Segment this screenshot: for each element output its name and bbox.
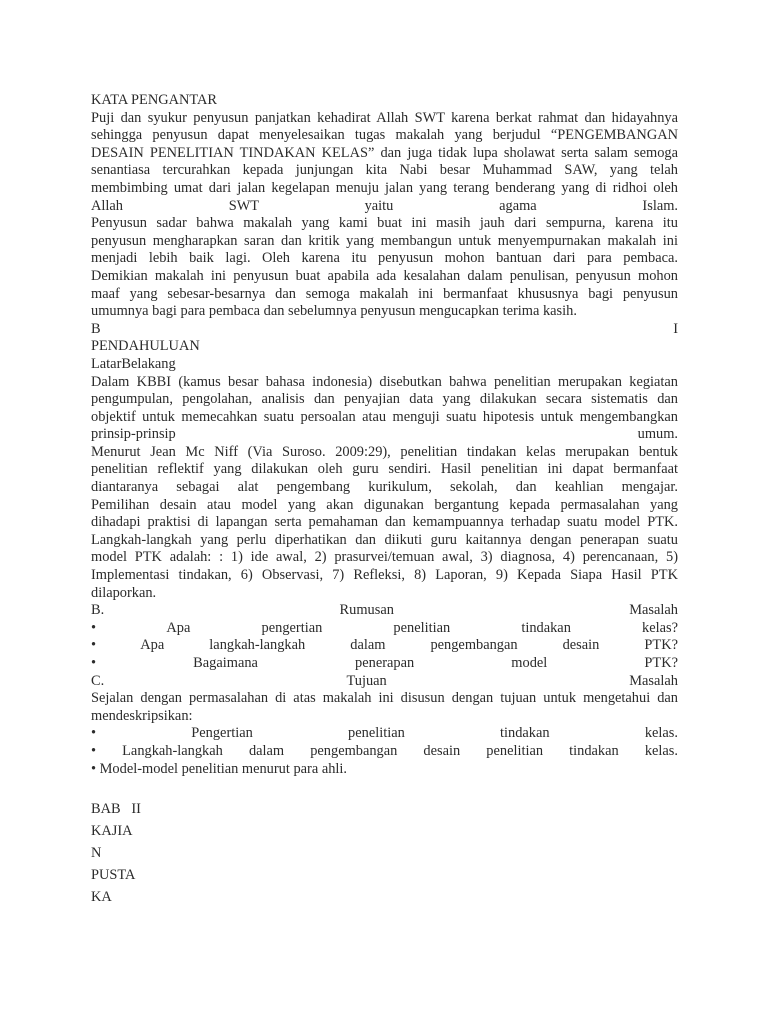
text-line: Penyusun sadar bahwa makalah yang kami buat ini masih jauh dari sempurna, karena itu (91, 215, 678, 232)
text-line: sehingga penyusun dapat menyelesaikan tugas makalah yang berjudul “PENGEMBANGAN (91, 127, 678, 144)
text-line: B I (91, 320, 678, 337)
text-line: membimbing umat dari jalan kegelapan menuju jalan yang terang benderang yang di ridhoi oleh (91, 179, 678, 196)
text-line: B. Rumusan Masalah (91, 602, 678, 619)
chapter-heading-line: N (91, 845, 102, 862)
text-line: mendeskripsikan: (91, 707, 193, 724)
text-line: • Bagaimana penerapan model PTK? (91, 655, 678, 671)
text-line: • Apa pengertian penelitian tindakan kelas? (91, 619, 678, 636)
document-body (91, 110, 678, 779)
text-line: Langkah-langkah yang perlu diperhatikan dan diikuti guru kaitannya dengan penerapan suatu (91, 531, 678, 548)
text-line: Sejalan dengan permasalahan di atas makalah ini disusun dengan tujuan untuk mengetahui dan (91, 690, 678, 707)
chapter-heading-line: KAJIA (91, 823, 133, 840)
text-line: Allah SWT yaitu agama Islam. (91, 197, 678, 214)
document-title: KATA PENGANTAR (91, 92, 218, 108)
chapter-heading-line: PUSTA (91, 867, 136, 884)
text-line: Pemilihan desain atau model yang akan digunakan bergantung kepada permasalahan yang (91, 496, 678, 513)
text-line: • Pengertian penelitian tindakan kelas. (91, 725, 678, 742)
text-line: model PTK adalah: : 1) ide awal, 2) prasurvei/temuan awal, 3) diagnosa, 4) perencanaan, 5) (91, 549, 678, 566)
text-line: • Apa langkah-langkah dalam pengembangan desain PTK? (91, 637, 678, 654)
text-line: • Model-model penelitian menurut para ahli. (91, 760, 347, 777)
chapter-heading-line: KA (91, 889, 112, 906)
text-line: penelitian reflektif yang dilakukan oleh guru sendiri. Hasil penelitian ini dapat bermanfaat (91, 461, 678, 478)
text-line: objektif untuk memecahkan suatu persoalan atau menguji suatu hipotesis untuk mengembangkan (91, 408, 678, 425)
text-line: dihadapi praktisi di lapangan serta pemahaman dan kemampuannya terhadap suatu model PTK. (91, 514, 678, 531)
text-line: dilaporkan. (91, 584, 157, 601)
text-line: Implementasi tindakan, 6) Observasi, 7) Refleksi, 8) Laporan, 9) Kepada Siapa Hasil PTK (91, 567, 678, 584)
text-line: • Langkah-langkah dalam pengembangan desain penelitian tindakan kelas. (91, 742, 678, 759)
text-line: pengumpulan, pengolahan, analisis dan penyajian data yang dilakukan secara sistematis dan (91, 391, 678, 408)
text-line: diantaranya sebagai alat pengembang kurikulum, sekolah, dan keahlian mengajar. (91, 479, 678, 496)
spacer (91, 778, 678, 798)
document-page (91, 92, 678, 908)
text-line: penyusun mengharapkan saran dan kritik yang membangun untuk menyempurnakan makalah ini (91, 232, 678, 249)
text-line: DESAIN PENELITIAN TINDAKAN KELAS” dan juga tidak lupa sholawat serta salam semoga (91, 144, 678, 161)
text-line: maaf yang sebesar-besarnya dan semoga makalah ini bermanfaat khususnya bagi penyusun (91, 285, 678, 302)
text-line: LatarBelakang (91, 355, 176, 372)
text-line: Dalam KBBI (kamus besar bahasa indonesia) disebutkan bahwa penelitian merupakan kegiatan (91, 373, 678, 390)
text-line: prinsip-prinsip umum. (91, 426, 678, 443)
text-line: menjadi lebih baik lagi. Oleh karena itu penyusun mohon bantuan dari para pembaca. (91, 250, 678, 267)
text-line: Puji dan syukur penyusun panjatkan kehadirat Allah SWT karena berkat rahmat dan hidayahnya (91, 109, 678, 126)
text-line: Demikian makalah ini penyusun buat apabila ada kesalahan dalam penulisan, penyusun mohon (91, 267, 678, 284)
chapter-heading (91, 798, 678, 908)
chapter-heading-line: BAB II (91, 801, 141, 818)
text-line: C. Tujuan Masalah (91, 672, 678, 689)
text-line: umumnya bagi para pembaca dan sebelumnya penyusun mengucapkan terima kasih. (91, 303, 577, 320)
text-line: PENDAHULUAN (91, 338, 200, 355)
text-line: senantiasa tercurahkan kepada junjungan kita Nabi besar Muhammad SAW, yang telah (91, 162, 678, 179)
text-line: Menurut Jean Mc Niff (Via Suroso. 2009:29), penelitian tindakan kelas merupakan bentuk (91, 443, 678, 460)
